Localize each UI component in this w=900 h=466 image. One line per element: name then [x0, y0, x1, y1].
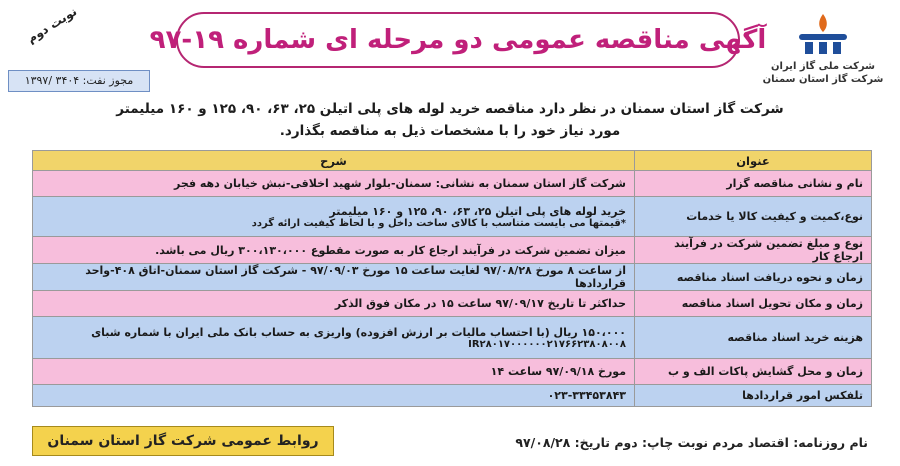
row-value: خرید لوله های پلی اتیلن ۲۵، ۶۳، ۹۰، ۱۲۵ و ۱۶۰ میلیمتر *قیمتها می بایست متناسب با کالای ساخت داخل و با لحاظ کیفیت ارائه گردد: [33, 197, 635, 237]
row-value: از ساعت ۸ مورخ ۹۷/۰۸/۲۸ لغایت ساعت ۱۵ مورخ ۹۷/۰۹/۰۳ - شرکت گاز استان سمنان-اتاق ۴۰۸-واحد قراردادها: [33, 264, 635, 291]
header-label: عنوان: [635, 151, 872, 171]
table-row: [33, 291, 872, 317]
round-badge: [14, 4, 134, 64]
row-label: نام و نشانی مناقصه گزار: [635, 171, 872, 197]
row-label: تلفکس امور قراردادها: [635, 385, 872, 407]
intro-line1: شرکت گاز استان سمنان در نظر دارد مناقصه خرید لوله های پلی اتیلن ۲۵، ۶۳، ۹۰، ۱۲۵ و ۱۶۰ میلیمتر: [116, 101, 784, 117]
header-value: شرح: [33, 151, 635, 171]
intro-line2: مورد نیاز خود را با مشخصات ذیل به مناقصه بگذارد.: [279, 123, 621, 139]
row-label: زمان و محل گشایش پاکات الف و ب: [635, 359, 872, 385]
page-title: آگهی مناقصه عمومی دو مرحله ای شماره ۱۹-۹۷: [149, 25, 767, 55]
table-row: [33, 385, 872, 407]
row-label: زمان و مکان تحویل اسناد مناقصه: [635, 291, 872, 317]
public-relations-box: روابط عمومی شرکت گاز استان سمنان: [32, 426, 334, 456]
tender-spec-table: [32, 150, 872, 407]
table-header-row: [33, 151, 872, 171]
table-row: [33, 197, 872, 237]
row-value: شرکت گاز استان سمنان به نشانی: سمنان-بلوار شهید اخلاقی-نبش خیابان دهه فجر: [33, 171, 635, 197]
row-value: ۰۲۳-۳۳۴۵۳۸۴۳: [33, 385, 635, 407]
row-value: میزان تضمین شرکت در فرآیند ارجاع کار به صورت مقطوع ۳۰۰،۱۳۰،۰۰۰ ریال می باشد.: [33, 237, 635, 264]
logo-line2: شرکت گاز استان سمنان: [762, 74, 884, 85]
header: [0, 4, 900, 92]
permit-number: مجوز نفت: ۳۴۰۴ /۱۳۹۷: [8, 70, 150, 92]
table-row: [33, 359, 872, 385]
row-value: حداکثر تا تاریخ ۹۷/۰۹/۱۷ ساعت ۱۵ در مکان فوق الذکر: [33, 291, 635, 317]
table-row: [33, 237, 872, 264]
row-label: زمان و نحوه دریافت اسناد مناقصه: [635, 264, 872, 291]
table-row: [33, 317, 872, 359]
round-label: نوبت دوم: [24, 4, 80, 46]
row-label: نوع و مبلغ تضمین شرکت در فرآیند ارجاع کار: [635, 237, 872, 264]
intro-text: [28, 98, 872, 142]
row-note: *قیمتها می بایست متناسب با کالای ساخت داخل و با لحاظ کیفیت ارائه گردد: [251, 217, 626, 229]
newspaper-info: نام روزنامه: اقتصاد مردم نوبت چاپ: دوم تاریخ: ۹۷/۰۸/۲۸: [515, 435, 868, 450]
gas-company-logo-icon: [791, 12, 855, 56]
table-row: [33, 264, 872, 291]
row-value: مورخ ۹۷/۰۹/۱۸ ساعت ۱۴: [33, 359, 635, 385]
table-row: [33, 171, 872, 197]
row-label: نوع،کمیت و کیفیت کالا یا خدمات: [635, 197, 872, 237]
logo: [758, 12, 888, 86]
logo-line1: شرکت ملی گاز ایران: [771, 61, 875, 72]
iban-number: IR۲۸۰۱۷۰۰۰۰۰۰۲۱۷۶۶۲۳۸۰۸۰۰۸: [468, 338, 626, 350]
row-label: هزینه خرید اسناد مناقصه: [635, 317, 872, 359]
title-banner: [149, 12, 767, 68]
row-value: ۱۵۰،۰۰۰ ریال (با احتساب مالیات بر ارزش افزوده) واریزی به حساب بانک ملی ایران با شماره شبای IR۲۸۰۱۷۰۰۰۰۰۰۲۱۷۶۶۲۳۸۰۸۰۰۸: [33, 317, 635, 359]
